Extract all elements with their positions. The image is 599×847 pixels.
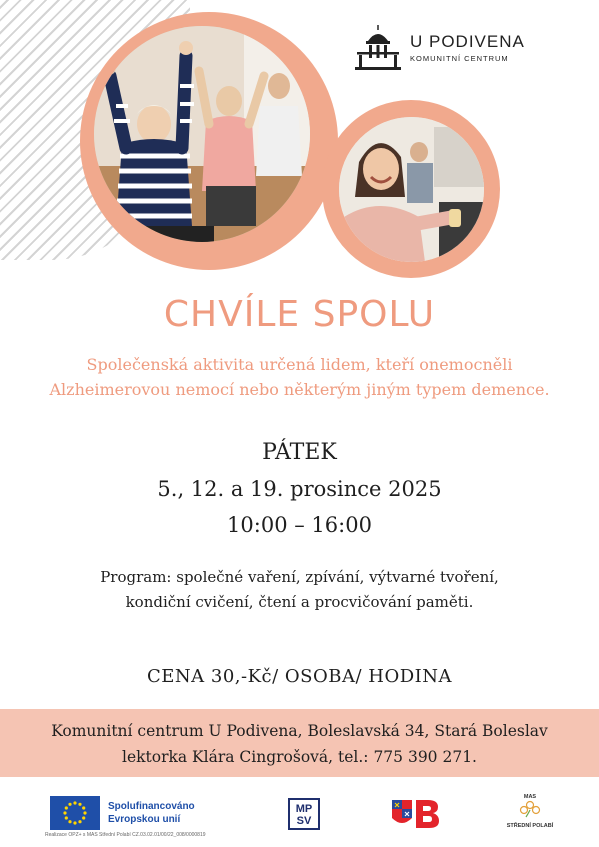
contact-band — [0, 709, 599, 777]
event-description-line-1: Společenská aktivita určená lidem, kteří onemocněli — [86, 355, 513, 374]
event-description — [0, 352, 599, 402]
photo-exercise-seniors — [94, 26, 310, 242]
mas-logo-bottom: STŘEDNÍ POLABÍ — [506, 823, 554, 829]
event-program-line-2: kondiční cvičení, čtení a procvičování paměti. — [125, 593, 474, 611]
contact-address: Komunitní centrum U Podivena, Boleslavská 34, Stará Boleslav — [51, 722, 548, 740]
event-time: 10:00 – 16:00 — [227, 513, 372, 537]
event-dates: 5., 12. a 19. prosince 2025 — [157, 477, 442, 501]
mpsv-logo — [288, 798, 320, 830]
mpsv-logo-bottom: SV — [296, 815, 312, 827]
eu-funding-line-1: Spolufinancováno — [108, 801, 195, 812]
contact-lecturer: lektorka Klára Cingrošová, tel.: 775 390 271. — [122, 748, 477, 766]
eu-project-note: Realizace OPZ+ s MAS Střední Polabí CZ.03.02.01/00/22_008/0000819 — [45, 832, 206, 838]
eu-funding-logo — [50, 796, 195, 830]
logo-name: U PODIVENA — [410, 31, 525, 51]
event-price: CENA 30,-Kč/ OSOBA/ HODINA — [146, 666, 452, 687]
event-day: PÁTEK — [262, 440, 337, 465]
photo-exercise-illustration — [94, 26, 310, 242]
event-title: CHVÍLE SPOLU — [163, 294, 436, 335]
flower-icon — [519, 800, 541, 818]
event-program — [0, 565, 599, 615]
mas-logo — [505, 794, 555, 829]
mas-logo-top: MAS — [523, 794, 537, 800]
eu-flag-icon — [50, 796, 100, 830]
logo — [354, 24, 525, 70]
eu-funding-line-2: Evropskou unií — [108, 814, 181, 825]
event-description-line-2: Alzheimerovou nemocí nebo některým jiným typem demence. — [49, 380, 550, 399]
region-crest-logo-icon — [390, 798, 440, 830]
footer-logos — [0, 786, 599, 847]
building-dome-icon — [354, 24, 402, 70]
eu-funding-text — [108, 800, 195, 826]
photo-cooking-illustration — [339, 117, 484, 262]
logo-text — [410, 32, 525, 63]
logo-subtitle: KOMUNITNÍ CENTRUM — [410, 53, 509, 63]
photo-cooking-woman — [339, 117, 484, 262]
mpsv-logo-top: MP — [295, 803, 313, 815]
event-program-line-1: Program: společné vaření, zpívání, výtvarné tvoření, — [100, 568, 499, 586]
